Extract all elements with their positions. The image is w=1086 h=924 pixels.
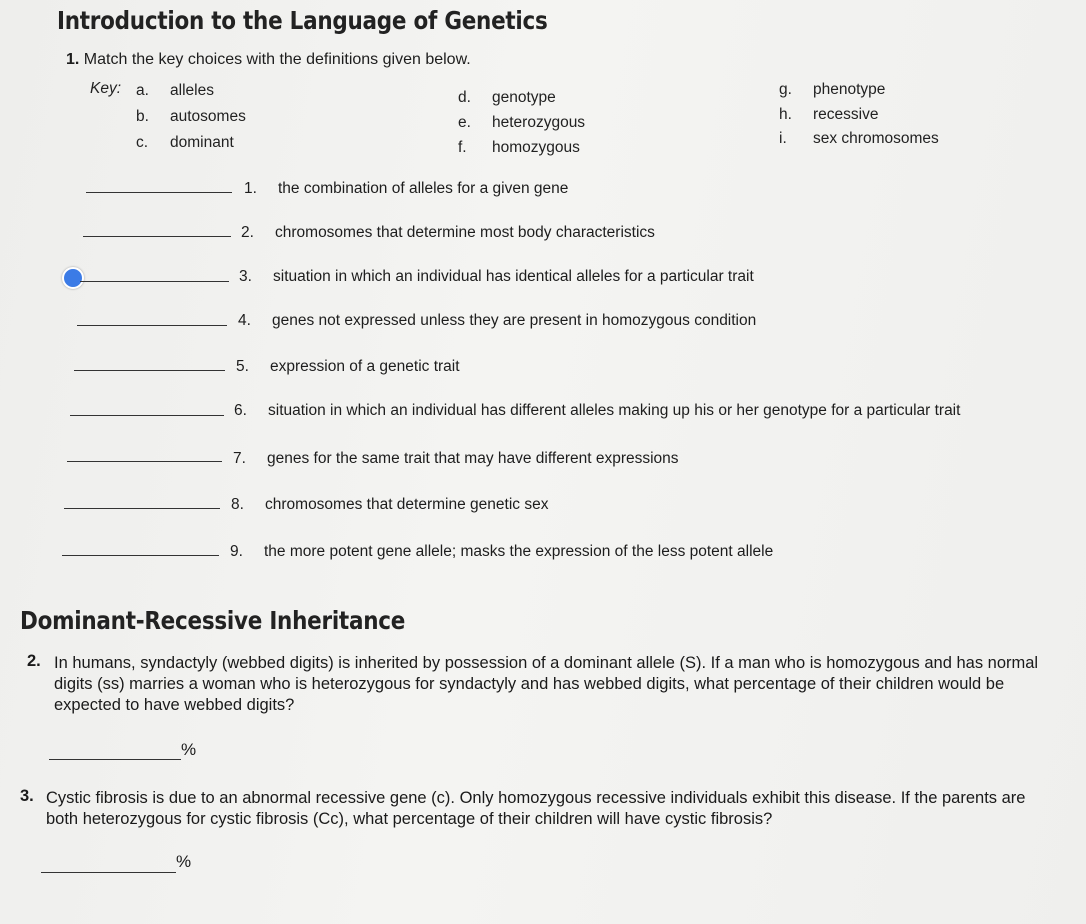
item-text: chromosomes that determine genetic sex: [265, 496, 549, 513]
q3-text: Cystic fibrosis is due to an abnormal recessive gene (c). Only homozygous recessive individuals exhibit this disease. If the parents are both heterozygous for cystic fibrosis (Cc), what percentage of their children will have cystic fibrosis?: [46, 789, 1026, 828]
q3-percent-sign: %: [176, 852, 192, 871]
answer-blank-6[interactable]: [70, 415, 224, 416]
key-choice-e: [458, 114, 585, 132]
item-text: chromosomes that determine most body characteristics: [275, 224, 655, 241]
answer-blank-7[interactable]: [67, 461, 222, 462]
answer-blank-2[interactable]: [83, 236, 231, 237]
answer-blank-1[interactable]: [86, 192, 232, 193]
definition-item-2: [241, 224, 655, 242]
key-term: sex chromosomes: [813, 130, 939, 147]
key-letter: c.: [136, 134, 149, 151]
answer-blank-3[interactable]: [80, 281, 229, 282]
key-choice-a: [136, 82, 214, 100]
item-text: the more potent gene allele; masks the expression of the less potent allele: [264, 543, 774, 560]
definition-item-5: [236, 358, 460, 376]
key-choice-c: [136, 134, 234, 152]
key-choice-b: [136, 108, 246, 126]
item-number: 9.: [230, 543, 243, 560]
q1-number: 1.: [66, 51, 80, 68]
key-term: genotype: [492, 89, 556, 106]
item-text: situation in which an individual has identical alleles for a particular trait: [273, 268, 754, 285]
item-number: 1.: [244, 180, 257, 197]
q3-answer-blank[interactable]: [41, 872, 176, 873]
key-term: dominant: [170, 134, 234, 151]
key-letter: a.: [136, 82, 149, 99]
key-choice-i: [779, 130, 939, 148]
page-title: Introduction to the Language of Genetics: [57, 6, 548, 35]
key-choice-g: [779, 81, 885, 99]
item-number: 7.: [233, 450, 246, 467]
q1-prompt: [66, 51, 471, 69]
answer-blank-8[interactable]: [64, 508, 220, 509]
definition-item-8: [231, 496, 548, 514]
definition-item-6: [234, 402, 960, 420]
key-letter: h.: [779, 106, 792, 123]
key-term: heterozygous: [492, 114, 586, 131]
q2-answer-blank[interactable]: [49, 759, 181, 760]
answer-blank-9[interactable]: [62, 555, 219, 556]
key-term: homozygous: [492, 139, 580, 156]
q2-text: In humans, syndactyly (webbed digits) is inherited by possession of a dominant allele (S). If a man who is homozygous and has normal digits (ss) marries a woman who is heterozygous for syndactyly and has webbed digits, what percentage of their children would be expected to have webbed digits?: [54, 654, 1039, 714]
item-number: 5.: [236, 358, 249, 375]
q1-prompt-text: Match the key choices with the definitions given below.: [83, 51, 471, 68]
answer-blank-5[interactable]: [74, 370, 225, 371]
section-title: Dominant-Recessive Inheritance: [20, 606, 406, 635]
definition-item-3: [239, 268, 754, 286]
key-letter: f.: [458, 139, 467, 156]
item-text: expression of a genetic trait: [270, 358, 460, 375]
definition-item-1: [244, 180, 568, 198]
definition-item-7: [233, 450, 679, 468]
item-number: 4.: [238, 312, 251, 329]
item-text: the combination of alleles for a given gene: [278, 180, 569, 197]
key-label: Key:: [90, 80, 122, 97]
definition-item-4: [238, 312, 756, 330]
key-term: alleles: [170, 82, 214, 99]
key-letter: b.: [136, 108, 149, 125]
q2-percent-sign: %: [181, 740, 197, 759]
key-term: recessive: [813, 106, 879, 123]
key-letter: e.: [458, 114, 471, 131]
item-text: genes for the same trait that may have different expressions: [267, 450, 679, 467]
item-number: 2.: [241, 224, 254, 241]
key-choice-f: [458, 139, 580, 157]
item-text: situation in which an individual has different alleles making up his or her genotype for a particular trait: [268, 402, 961, 419]
cursor-dot: [62, 267, 84, 289]
definition-item-9: [230, 543, 773, 561]
key-choice-d: [458, 89, 556, 107]
key-letter: d.: [458, 89, 471, 106]
key-letter: i.: [779, 130, 787, 147]
key-term: phenotype: [813, 81, 886, 98]
item-text: genes not expressed unless they are present in homozygous condition: [272, 312, 757, 329]
answer-blank-4[interactable]: [77, 325, 227, 326]
item-number: 6.: [234, 402, 247, 419]
item-number: 3.: [239, 268, 252, 285]
q3-number: 3.: [20, 787, 34, 805]
item-number: 8.: [231, 496, 244, 513]
key-letter: g.: [779, 81, 792, 98]
q2-number: 2.: [27, 652, 41, 670]
key-choice-h: [779, 106, 878, 124]
key-term: autosomes: [170, 108, 246, 125]
